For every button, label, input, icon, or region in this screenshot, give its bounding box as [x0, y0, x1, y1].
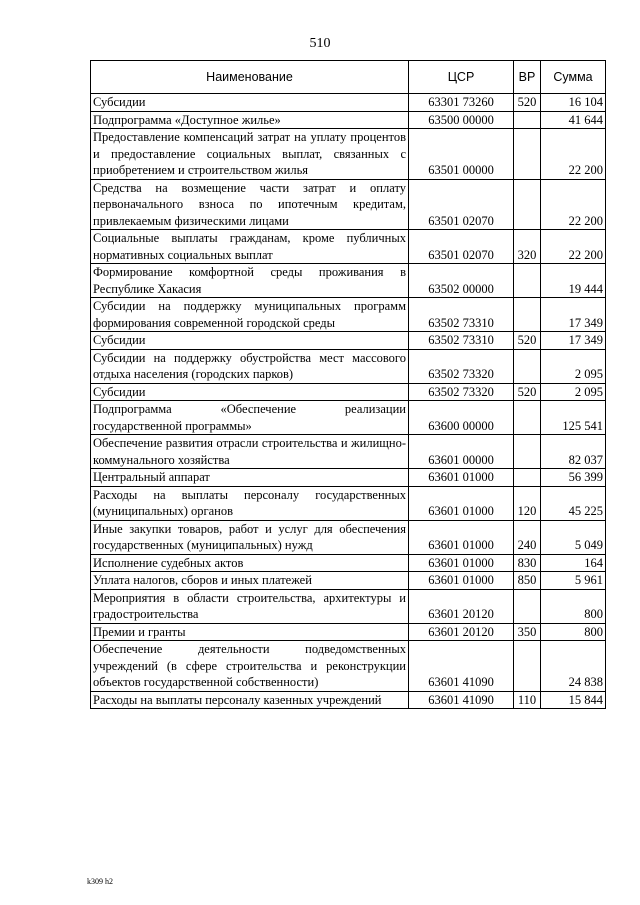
row-csr-cell: 63501 02070 [409, 230, 514, 264]
row-vr-cell [514, 298, 541, 332]
row-csr-cell: 63601 00000 [409, 435, 514, 469]
table-row [91, 264, 606, 298]
row-csr-cell: 63601 01000 [409, 554, 514, 572]
row-csr-cell: 63501 00000 [409, 129, 514, 180]
budget-table [90, 60, 606, 709]
column-header-csr: ЦСР [409, 61, 514, 94]
row-csr-cell: 63601 41090 [409, 641, 514, 692]
row-sum-cell: 17 349 [541, 332, 606, 350]
row-csr-cell: 63502 73310 [409, 298, 514, 332]
row-vr-cell: 320 [514, 230, 541, 264]
table-row [91, 641, 606, 692]
table-row [91, 623, 606, 641]
row-name-cell: Субсидии на поддержку муниципальных программ формирования современной городской среды [91, 298, 409, 332]
row-vr-cell [514, 179, 541, 230]
row-csr-cell: 63601 01000 [409, 520, 514, 554]
row-sum-cell: 19 444 [541, 264, 606, 298]
row-name-cell: Социальные выплаты гражданам, кроме публичных нормативных социальных выплат [91, 230, 409, 264]
row-vr-cell: 830 [514, 554, 541, 572]
row-csr-cell: 63502 73310 [409, 332, 514, 350]
row-csr-cell: 63601 20120 [409, 623, 514, 641]
row-sum-cell: 22 200 [541, 179, 606, 230]
row-vr-cell: 520 [514, 383, 541, 401]
row-vr-cell: 350 [514, 623, 541, 641]
row-sum-cell: 5 961 [541, 572, 606, 590]
table-row [91, 572, 606, 590]
row-vr-cell [514, 111, 541, 129]
row-name-cell: Иные закупки товаров, работ и услуг для обеспечения государственных (муниципальных) нужд [91, 520, 409, 554]
row-sum-cell: 17 349 [541, 298, 606, 332]
table-row [91, 129, 606, 180]
row-vr-cell [514, 469, 541, 487]
row-name-cell: Обеспечение деятельности подведомственных учреждений (в сфере строительства и реконструкции объектов государственной собственности) [91, 641, 409, 692]
row-vr-cell [514, 129, 541, 180]
row-name-cell: Уплата налогов, сборов и иных платежей [91, 572, 409, 590]
row-csr-cell: 63500 00000 [409, 111, 514, 129]
row-name-cell: Исполнение судебных актов [91, 554, 409, 572]
row-sum-cell: 800 [541, 623, 606, 641]
row-sum-cell: 125 541 [541, 401, 606, 435]
row-name-cell: Субсидии [91, 94, 409, 112]
row-vr-cell [514, 264, 541, 298]
row-name-cell: Средства на возмещение части затрат и оплату первоначального взноса по ипотечным кредитам, привлекаемым физическими лицами [91, 179, 409, 230]
table-row [91, 401, 606, 435]
row-vr-cell [514, 589, 541, 623]
row-name-cell: Предоставление компенсаций затрат на уплату процентов и предоставление социальных выплат, связанных с приобретением и строительством жилья [91, 129, 409, 180]
row-sum-cell: 22 200 [541, 129, 606, 180]
row-sum-cell: 16 104 [541, 94, 606, 112]
row-csr-cell: 63502 00000 [409, 264, 514, 298]
row-name-cell: Субсидии [91, 332, 409, 350]
table-row [91, 230, 606, 264]
row-csr-cell: 63301 73260 [409, 94, 514, 112]
table-row [91, 554, 606, 572]
row-vr-cell: 110 [514, 691, 541, 709]
row-csr-cell: 63601 20120 [409, 589, 514, 623]
row-name-cell: Подпрограмма «Обеспечение реализации государственной программы» [91, 401, 409, 435]
column-header-name: Наименование [91, 61, 409, 94]
row-csr-cell: 63600 00000 [409, 401, 514, 435]
row-sum-cell: 82 037 [541, 435, 606, 469]
table-row [91, 486, 606, 520]
row-vr-cell: 120 [514, 486, 541, 520]
row-sum-cell: 2 095 [541, 349, 606, 383]
row-sum-cell: 164 [541, 554, 606, 572]
row-name-cell: Субсидии [91, 383, 409, 401]
page-number: 510 [309, 36, 331, 51]
row-csr-cell: 63601 01000 [409, 469, 514, 487]
row-name-cell: Мероприятия в области строительства, архитектуры и градостроительства [91, 589, 409, 623]
table-row [91, 332, 606, 350]
row-sum-cell: 22 200 [541, 230, 606, 264]
row-vr-cell [514, 401, 541, 435]
row-name-cell: Подпрограмма «Доступное жилье» [91, 111, 409, 129]
row-sum-cell: 45 225 [541, 486, 606, 520]
table-row [91, 298, 606, 332]
row-sum-cell: 41 644 [541, 111, 606, 129]
row-csr-cell: 63502 73320 [409, 349, 514, 383]
row-sum-cell: 5 049 [541, 520, 606, 554]
table-row [91, 520, 606, 554]
table-row [91, 589, 606, 623]
row-name-cell: Субсидии на поддержку обустройства мест массового отдыха населения (городских парков) [91, 349, 409, 383]
row-vr-cell: 850 [514, 572, 541, 590]
column-header-vr: ВР [514, 61, 541, 94]
row-name-cell: Расходы на выплаты персоналу казенных учреждений [91, 691, 409, 709]
table-row [91, 383, 606, 401]
row-vr-cell: 520 [514, 332, 541, 350]
row-name-cell: Обеспечение развития отрасли строительства и жилищно-коммунального хозяйства [91, 435, 409, 469]
row-sum-cell: 56 399 [541, 469, 606, 487]
row-csr-cell: 63601 01000 [409, 486, 514, 520]
row-sum-cell: 15 844 [541, 691, 606, 709]
row-name-cell: Формирование комфортной среды проживания в Республике Хакасия [91, 264, 409, 298]
table-row [91, 435, 606, 469]
row-name-cell: Центральный аппарат [91, 469, 409, 487]
table-row [91, 349, 606, 383]
table-row [91, 179, 606, 230]
row-vr-cell: 520 [514, 94, 541, 112]
row-csr-cell: 63501 02070 [409, 179, 514, 230]
column-header-sum: Сумма [541, 61, 606, 94]
table-row [91, 691, 606, 709]
row-csr-cell: 63601 41090 [409, 691, 514, 709]
row-vr-cell [514, 641, 541, 692]
row-csr-cell: 63601 01000 [409, 572, 514, 590]
row-vr-cell [514, 349, 541, 383]
row-sum-cell: 2 095 [541, 383, 606, 401]
row-vr-cell [514, 435, 541, 469]
table-row [91, 111, 606, 129]
table-body [91, 94, 606, 709]
row-csr-cell: 63502 73320 [409, 383, 514, 401]
row-vr-cell: 240 [514, 520, 541, 554]
row-name-cell: Расходы на выплаты персоналу государственных (муниципальных) органов [91, 486, 409, 520]
row-sum-cell: 800 [541, 589, 606, 623]
footer-code: k309 h2 [87, 877, 113, 886]
row-name-cell: Премии и гранты [91, 623, 409, 641]
row-sum-cell: 24 838 [541, 641, 606, 692]
table-row [91, 94, 606, 112]
table-header-row [91, 61, 606, 94]
table-row [91, 469, 606, 487]
